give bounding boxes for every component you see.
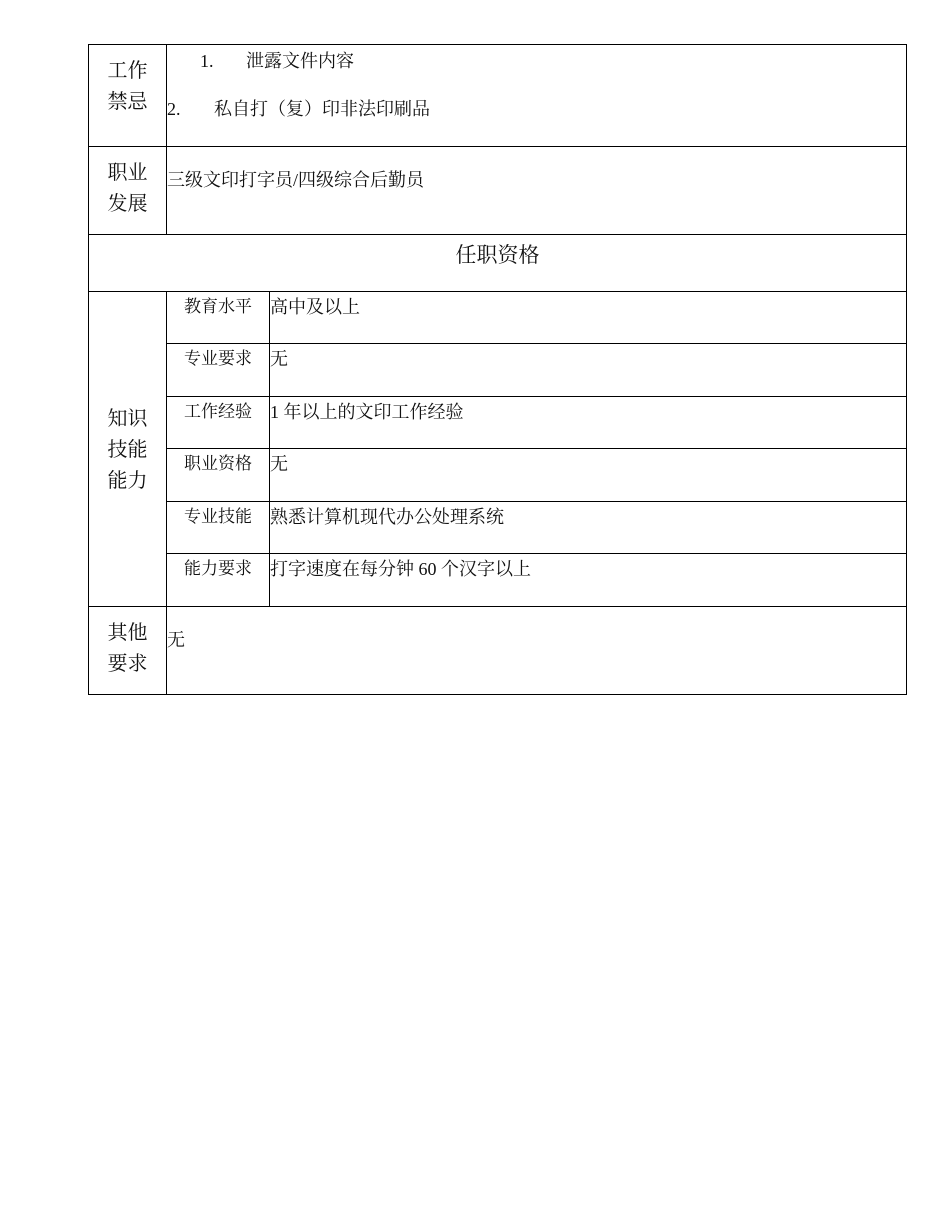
qualification-label: 专业要求 bbox=[167, 344, 270, 397]
qualification-value: 1 年以上的文印工作经验 bbox=[270, 397, 907, 449]
prohibition-number: 2. bbox=[167, 99, 181, 119]
qualifications-header: 任职资格 bbox=[89, 235, 907, 292]
career-development-content: 三级文印打字员/四级综合后勤员 bbox=[167, 147, 907, 235]
prohibition-text: 私自打（复）印非法印刷品 bbox=[214, 99, 430, 119]
qualification-label: 工作经验 bbox=[167, 397, 270, 449]
qualification-row bbox=[89, 449, 907, 502]
qualification-value: 无 bbox=[270, 449, 907, 502]
qualification-row bbox=[89, 344, 907, 397]
qualification-label: 教育水平 bbox=[167, 292, 270, 344]
qualification-row bbox=[89, 502, 907, 554]
row-other-requirements bbox=[89, 607, 907, 695]
job-prohibitions-content bbox=[167, 45, 907, 147]
job-prohibitions-label: 工作禁忌 bbox=[89, 45, 167, 147]
qualification-value: 打字速度在每分钟 60 个汉字以上 bbox=[270, 554, 907, 607]
qualification-value: 熟悉计算机现代办公处理系统 bbox=[270, 502, 907, 554]
qualification-row bbox=[89, 397, 907, 449]
prohibition-item bbox=[167, 97, 906, 121]
qualification-value: 无 bbox=[270, 344, 907, 397]
qualification-label: 专业技能 bbox=[167, 502, 270, 554]
qualification-label: 职业资格 bbox=[167, 449, 270, 502]
other-requirements-label: 其他要求 bbox=[89, 607, 167, 695]
qualification-label: 能力要求 bbox=[167, 554, 270, 607]
row-career-development bbox=[89, 147, 907, 235]
qualification-row bbox=[89, 554, 907, 607]
qualification-value: 高中及以上 bbox=[270, 292, 907, 344]
job-description-table bbox=[88, 44, 907, 695]
other-requirements-content: 无 bbox=[167, 607, 907, 695]
prohibition-number: 1. bbox=[200, 51, 214, 71]
row-job-prohibitions bbox=[89, 45, 907, 147]
knowledge-skills-label: 知识技能能力 bbox=[89, 292, 167, 607]
row-qualifications-header bbox=[89, 235, 907, 292]
prohibition-text: 泄露文件内容 bbox=[246, 51, 354, 71]
career-development-label: 职业发展 bbox=[89, 147, 167, 235]
qualification-row bbox=[89, 292, 907, 344]
prohibition-item bbox=[167, 49, 906, 73]
